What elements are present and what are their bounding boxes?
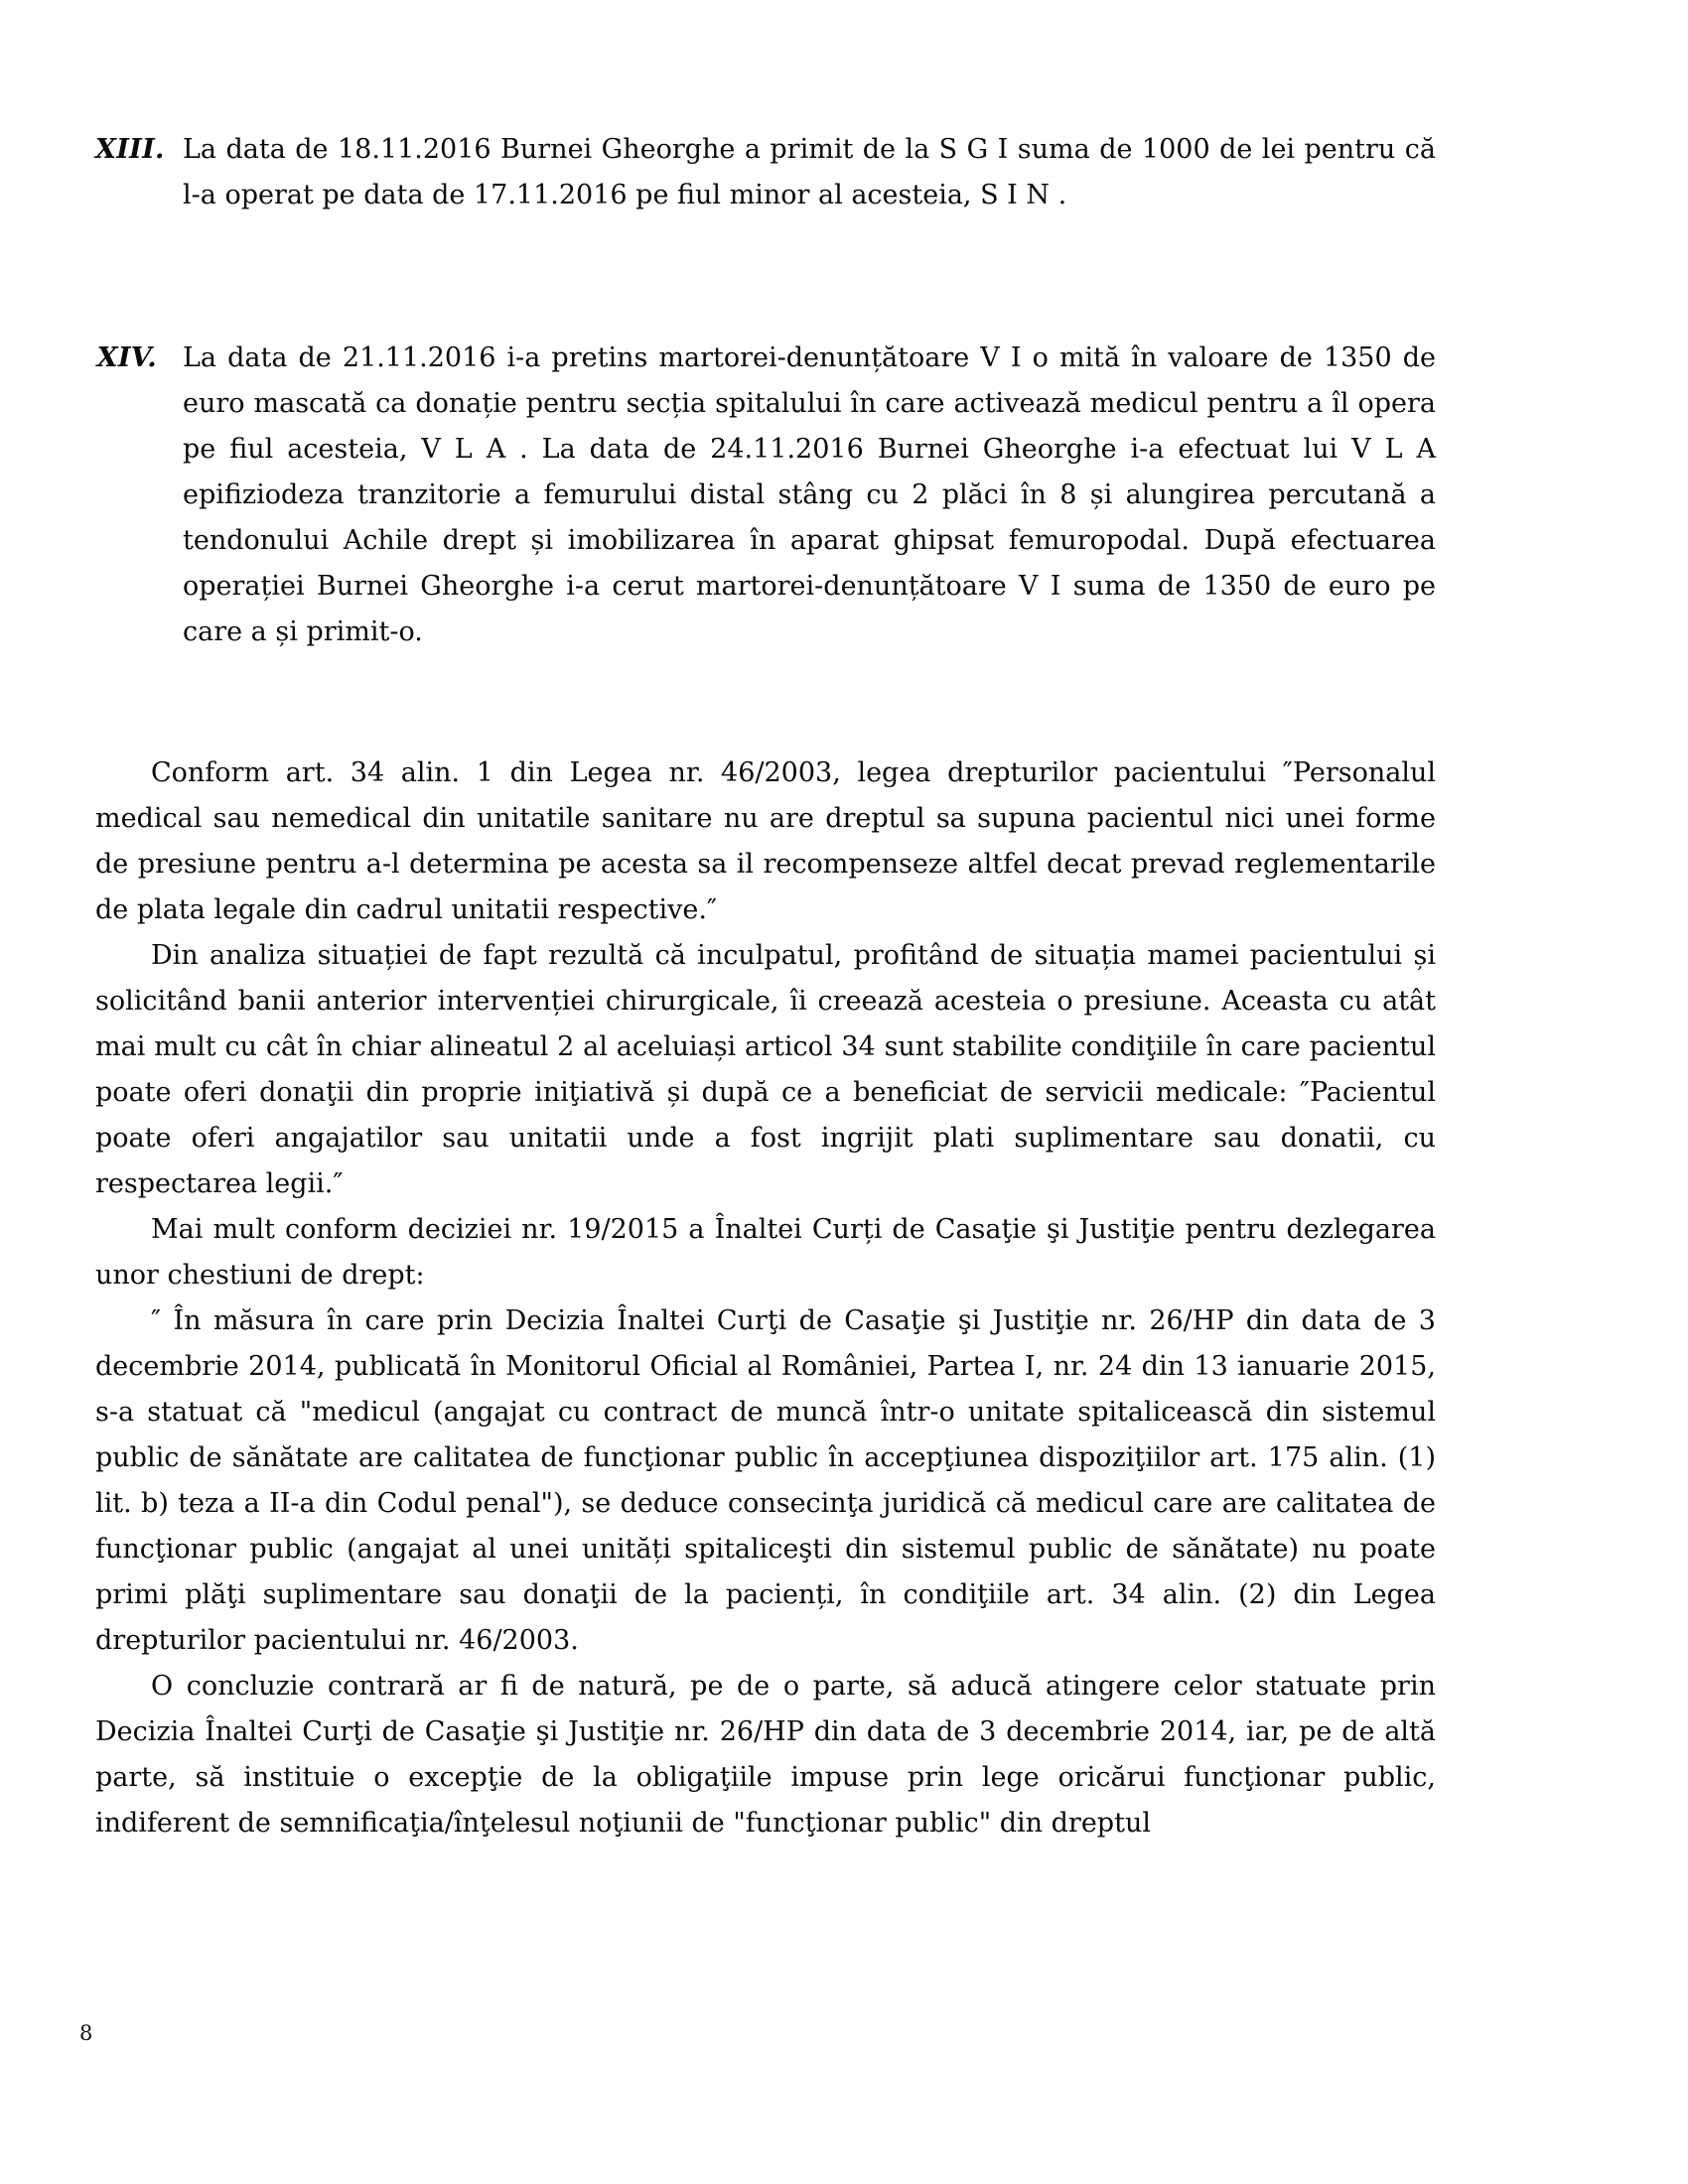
page-number: 8 [79, 2021, 93, 2045]
numbered-item-text: La data de 18.11.2016 Burnei Gheorghe a primit de la S G I suma de 1000 de lei pentru că l-a operat pe data de 17.11.2016 pe fiul minor al acesteia, S I N . [183, 134, 1436, 210]
paragraph-3: Mai mult conform deciziei nr. 19/2015 a Înaltei Curți de Casaţie şi Justiţie pentru dezlegarea unor chestiuni de drept: [95, 1214, 1436, 1291]
paragraph-1: Conform art. 34 alin. 1 din Legea nr. 46/2003, legea drepturilor pacientului ″Personalul medical sau nemedical din unitatile sanitare nu are dreptul sa supuna pacientul nici unei forme de presiune pentru a-l determina pe acesta sa il recompenseze altfel decat prevad reglementarile de plata legale din cadrul unitatii respective.″ [95, 757, 1436, 925]
numbered-item-marker: XIV. [96, 342, 157, 373]
section-spacer [95, 655, 1436, 751]
numbered-item-marker: XIII. [95, 134, 165, 165]
paragraph-5: O concluzie contrară ar fi de natură, pe de o parte, să aducă atingere celor statuate prin Decizia Înaltei Curţi de Casaţie şi Justiţie nr. 26/HP din data de 3 decembrie 2014, iar, pe de altă parte, să instituie o excepţie de la obligaţiile impuse prin lege oricărui funcţionar public, indiferent de semnificaţia/înţelesul noţiunii de "funcţionar public" din dreptul [95, 1671, 1436, 1839]
numbered-item-xiv [95, 336, 1436, 655]
page-content [95, 127, 1436, 1846]
numbered-item-xiii [95, 127, 1436, 218]
item-spacer [95, 218, 1436, 336]
numbered-item-list [95, 127, 1436, 655]
paragraph-2: Din analiza situației de fapt rezultă că inculpatul, profitând de situația mamei pacientului și solicitând banii anterior intervenției chirurgicale, îi creează acesteia o presiune. Aceasta cu atât mai mult cu cât în chiar alineatul 2 al aceluiași articol 34 sunt stabilite condiţiile în care pacientul poate oferi donaţii din proprie iniţiativă și după ce a beneficiat de servicii medicale: ″Pacientul poate oferi angajatilor sau unitatii unde a fost ingrijit plati suplimentare sau donatii, cu respectarea legii.″ [95, 940, 1436, 1199]
paragraph-4: ″ În măsura în care prin Decizia Înaltei Curţi de Casaţie şi Justiţie nr. 26/HP din data de 3 decembrie 2014, publicată în Monitorul Oficial al României, Partea I, nr. 24 din 13 ianuarie 2015, s-a statuat că "medicul (angajat cu contract de muncă într-o unitate spitalicească din sistemul public de sănătate are calitatea de funcţionar public în accepţiunea dispoziţiilor art. 175 alin. (1) lit. b) teza a II-a din Codul penal"), se deduce consecinţa juridică că medicul care are calitatea de funcţionar public (angajat al unei unități spitaliceşti din sistemul public de sănătate) nu poate primi plăţi suplimentare sau donaţii de la pacienți, în condiţiile art. 34 alin. (2) din Legea drepturilor pacientului nr. 46/2003. [95, 1305, 1436, 1656]
body-prose [95, 751, 1436, 1846]
numbered-item-text: La data de 21.11.2016 i-a pretins martorei-denunțătoare V I o mită în valoare de 1350 de euro mascată ca donație pentru secția spitalului în care activează medicul pentru a îl opera pe fiul acesteia, V L A . La data de 24.11.2016 Burnei Gheorghe i-a efectuat lui V L A epifiziodeza tranzitorie a femurului distal stâng cu 2 plăci în 8 și alungirea percutană a tendonului Achile drept și imobilizarea în aparat ghipsat femuropodal. După efectuarea operației Burnei Gheorghe i-a cerut martorei-denunțătoare V I suma de 1350 de euro pe care a și primit-o. [183, 342, 1436, 647]
